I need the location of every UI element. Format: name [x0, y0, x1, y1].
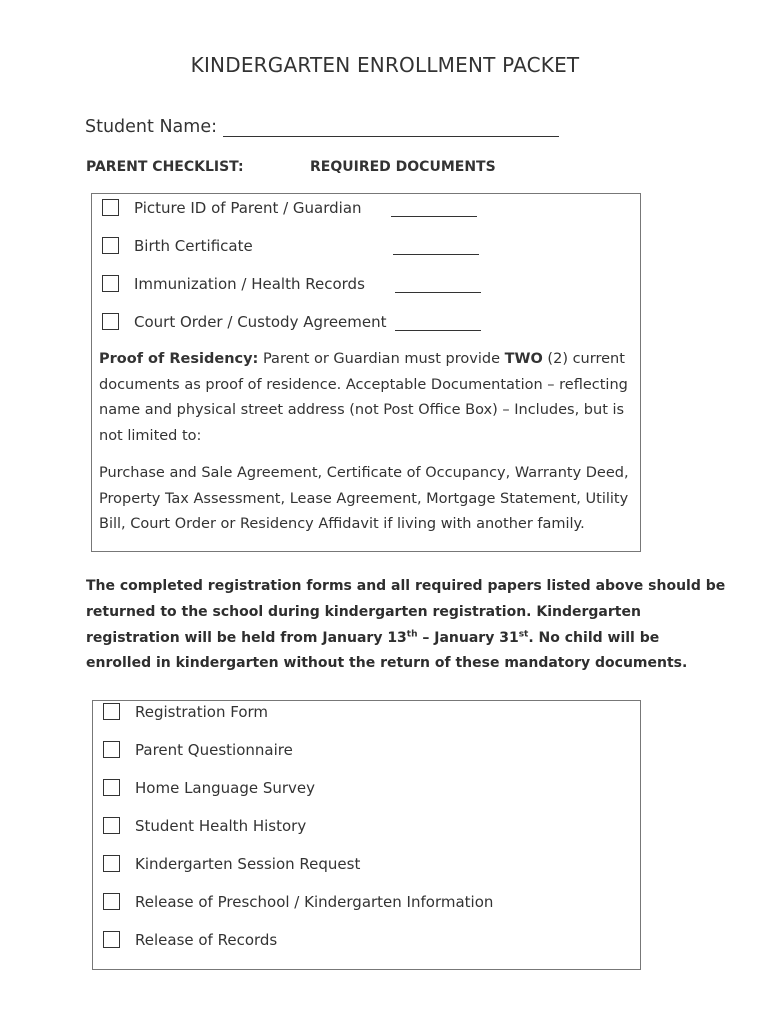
checkbox[interactable]: [103, 855, 120, 872]
form-item[interactable]: Parent Questionnaire: [103, 741, 293, 759]
forms-box: [92, 700, 641, 970]
checkbox[interactable]: [103, 779, 120, 796]
checkbox[interactable]: [102, 313, 119, 330]
document-item[interactable]: Court Order / Custody Agreement: [102, 313, 387, 331]
form-item[interactable]: Release of Records: [103, 931, 277, 949]
document-blank[interactable]: [391, 216, 477, 217]
form-item[interactable]: Kindergarten Session Request: [103, 855, 360, 873]
parent-checklist-header: PARENT CHECKLIST:: [86, 159, 244, 175]
checkbox[interactable]: [102, 199, 119, 216]
student-name-field[interactable]: [85, 117, 559, 137]
residency-paragraph: Proof of Residency: Parent or Guardian must provide TWO (2) current documents as proof of residence. Acceptable Documentation – reflecting name and physical street address (not Post Office Box) – Includes, but is not limited to:: [99, 351, 628, 444]
checkbox[interactable]: [102, 275, 119, 292]
document-item[interactable]: Immunization / Health Records: [102, 275, 365, 293]
residency-examples: Purchase and Sale Agreement, Certificate of Occupancy, Warranty Deed, Property Tax Assessment, Lease Agreement, Mortgage Statement, Utility Bill, Court Order or Residency Affidavit if living with another family.: [99, 465, 629, 532]
form-item[interactable]: Home Language Survey: [103, 779, 315, 797]
student-name-label: Student Name:: [85, 117, 217, 137]
form-item[interactable]: Student Health History: [103, 817, 306, 835]
checkbox[interactable]: [103, 703, 120, 720]
checkbox[interactable]: [103, 931, 120, 948]
checkbox[interactable]: [102, 237, 119, 254]
document-blank[interactable]: [393, 254, 479, 255]
document-item[interactable]: Picture ID of Parent / Guardian: [102, 199, 362, 217]
required-documents-header: REQUIRED DOCUMENTS: [310, 159, 496, 175]
form-item[interactable]: Release of Preschool / Kindergarten Information: [103, 893, 493, 911]
form-item[interactable]: Registration Form: [103, 703, 268, 721]
checkbox[interactable]: [103, 741, 120, 758]
checkbox[interactable]: [103, 817, 120, 834]
checkbox[interactable]: [103, 893, 120, 910]
student-name-blank[interactable]: [223, 118, 559, 137]
registration-notice: The completed registration forms and all required papers listed above should be returned to the school during kindergarten registration. Kindergarten registration will be held from January 13th – January 31st. No child will be enrolled in kindergarten without the return of these mandatory documents.: [86, 578, 726, 672]
document-item[interactable]: Birth Certificate: [102, 237, 253, 255]
page-title: KINDERGARTEN ENROLLMENT PACKET: [190, 53, 580, 77]
document-blank[interactable]: [395, 330, 481, 331]
document-blank[interactable]: [395, 292, 481, 293]
required-documents-box: [91, 193, 641, 552]
